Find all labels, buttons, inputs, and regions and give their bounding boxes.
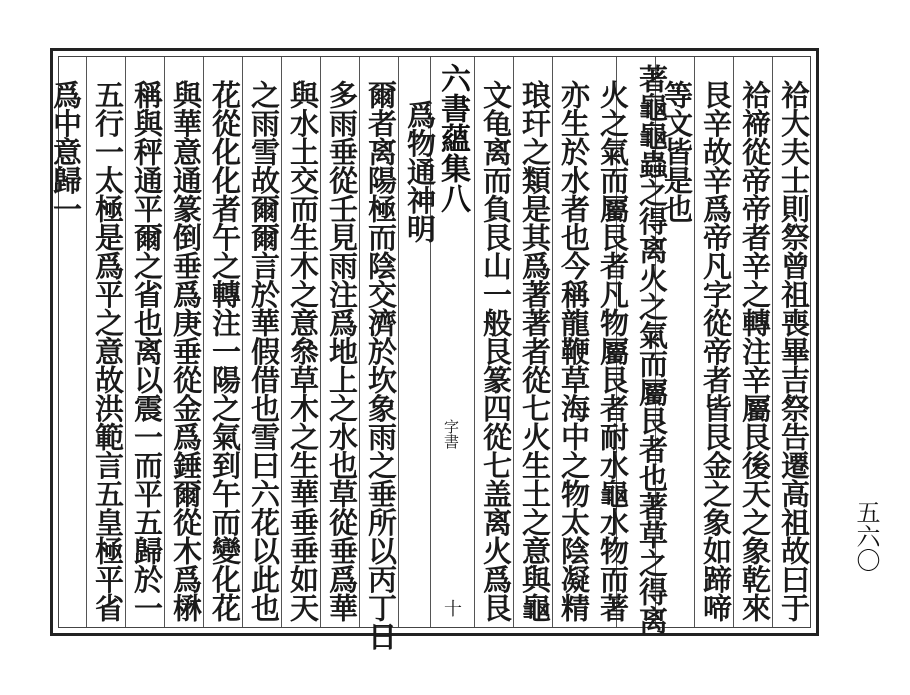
text-column: 著龜龜蟲之得离火之氣而屬艮者也著草之得离 xyxy=(635,64,669,634)
text-column: 文龟离而負艮山一般艮篆四從七盖离火爲艮 xyxy=(479,80,513,622)
section-label: 字書 xyxy=(442,419,460,449)
text-column: 與水土交而生木之意叅草木之生華垂垂如天 xyxy=(286,80,320,622)
column-rule xyxy=(474,57,475,627)
text-column: 火之氣而屬艮者凡物屬艮者耐水龜水物而著 xyxy=(596,80,630,622)
text-column: 多雨垂從壬見雨注爲地上之水也草從垂爲華 xyxy=(325,80,359,622)
text-column: 爾者离陽極而陰交濟於坎象雨之垂所以丙丁日 xyxy=(364,80,398,650)
book-title: 六書蘊集八 xyxy=(435,63,470,213)
text-column: 祫大夫士則祭曾祖喪畢吉祭告遷高祖故曰于 xyxy=(777,80,811,622)
text-column: 花從化化者午之轉注一陽之氣到午而變化花 xyxy=(208,80,242,622)
text-column: 五行一太極是爲平之意故洪範言五皇極平省 xyxy=(91,80,125,622)
text-column: 稱與秤通平爾之省也离以震一而平五歸於一 xyxy=(130,80,164,622)
text-column: 爲物通神明 xyxy=(403,100,437,243)
text-column: 艮辛故辛爲帝凡字從帝者皆艮金之象如蹄啼 xyxy=(699,80,733,622)
text-column: 之雨雪故爾爾言於華假借也雪曰六花以此也 xyxy=(247,80,281,622)
page-number: 五六〇 xyxy=(852,500,880,572)
text-column: 亦生於水者也今稱龍鞭草海中之物太陰凝精 xyxy=(557,80,591,622)
column-rule xyxy=(86,57,87,627)
text-column: 與華意通篆倒垂爲庚垂從金爲錘爾從木爲楙 xyxy=(169,80,203,622)
text-column: 爲中意歸一 xyxy=(49,80,83,223)
text-column: 等文皆是也 xyxy=(660,80,694,223)
leaf-number: 十 xyxy=(441,599,462,617)
text-column: 祫禘從帝帝者辛之轉注辛屬艮後天之象乾來 xyxy=(738,80,772,622)
text-column: 琅玕之類是其爲著著者從七火生土之意與龜 xyxy=(518,80,552,622)
